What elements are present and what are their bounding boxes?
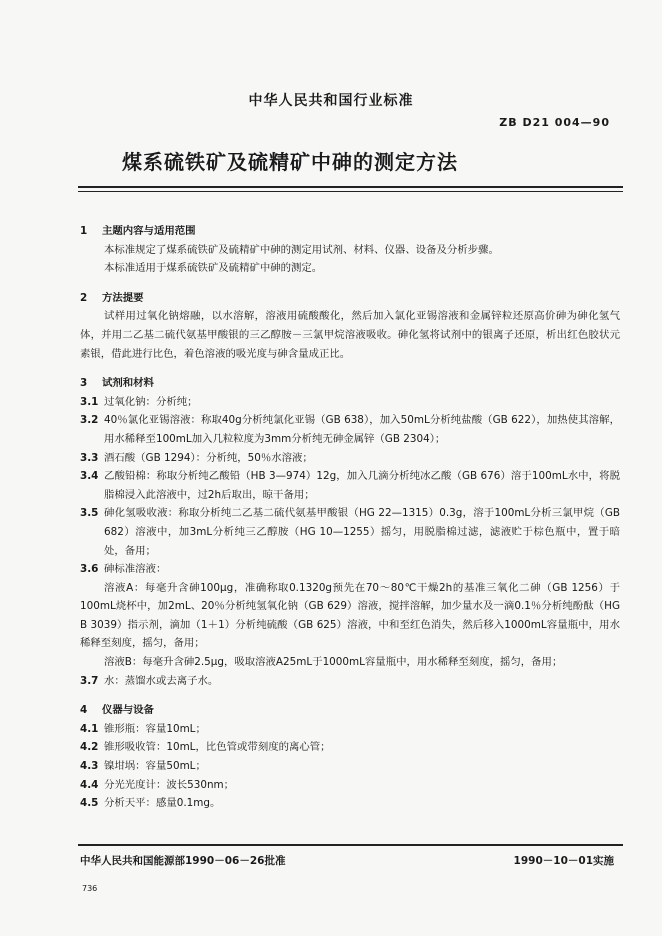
- section-number: 2: [80, 291, 88, 304]
- approval-line: 中华人民共和国能源部1990－06－26批准: [80, 855, 286, 867]
- item-number: 3.4: [80, 470, 99, 483]
- solution-a-paragraph: 溶液A：每毫升含砷100μg，准确称取0.1320g预先在70～80℃干燥2h的基准三氧化二砷（GB 1256）于100mL烧杯中，加2mL、20％分析纯氢氧化钠（GB 629）溶液，搅拌溶解，加少量水及一滴0.1％分析纯酚酞（HG B 3039）指示剂，滴加（1＋1）分析纯硫酸（GB 625）溶液，中和至红色消失，然后移入1000mL容量瓶中，用水稀释至刻度，摇匀，备用；: [80, 581, 620, 650]
- section-number: 1: [80, 225, 88, 237]
- item-number: 3.7: [80, 674, 99, 687]
- section-title: 主题内容与适用范围: [102, 225, 196, 237]
- item-number: 3.3: [80, 451, 99, 464]
- item-number: 3.6: [80, 563, 99, 576]
- item-text: 镍坩埚：容量50mL；: [104, 760, 206, 773]
- item-number: 3.1: [80, 395, 99, 408]
- section-title: 仪器与设备: [102, 704, 154, 717]
- top-rule-1: [78, 186, 623, 188]
- list-item: [80, 560, 620, 579]
- item-text: 过氧化钠：分析纯；: [104, 395, 198, 408]
- document-body: [80, 218, 620, 813]
- paragraph: 本标准规定了煤系硫铁矿及硫精矿中砷的测定用试剂、材料、仪器、设备及分析步骤。: [104, 243, 499, 256]
- item-text: 分析天平：感量0.1mg。: [104, 797, 221, 810]
- item-text: 酒石酸（GB 1294）：分析纯，50％水溶液；: [104, 451, 313, 464]
- section-title: 试剂和材料: [102, 377, 154, 390]
- list-item: [80, 672, 620, 691]
- item-text: 40％氯化亚锡溶液：称取40g分析纯氯化亚锡（GB 638），加入50mL分析纯盐酸（GB 622），加热使其溶解，用水稀释至100mL加入几粒粒度为3mm分析纯无砷金属锌（GB 2304）；: [104, 414, 620, 445]
- paragraph: 试样用过氧化钠熔融，以水溶解，溶液用硫酸酸化，然后加入氯化亚锡溶液和金属锌粒还原高价砷为砷化氢气体，并用二乙基二硫代氨基甲酸银的三乙醇胺－三氯甲烷溶液吸收。砷化氢将试剂中的银离子还原，析出红色胶状元素银，借此进行比色，着色溶液的吸光度与砷含量成正比。: [80, 310, 620, 360]
- list-item: [80, 738, 620, 757]
- section-2-heading: [80, 289, 620, 308]
- item-text: 砷化氢吸收液：称取分析纯二乙基二硫代氨基甲酸银（HG 22—1315）0.3g，溶于100mL分析三氯甲烷（GB 682）溶液中，加3mL分析纯三乙醇胺（HG 10—1255）摇匀，用脱脂棉过滤，滤液贮于棕色瓶中，置于暗处，备用；: [104, 507, 620, 557]
- item-text: 锥形吸收管：10mL，比色管或带刻度的离心管；: [104, 741, 331, 754]
- item-number: 4.3: [80, 760, 99, 773]
- section-3-heading: [80, 374, 620, 393]
- list-item: [80, 757, 620, 776]
- document-title: 煤系硫铁矿及硫精矿中砷的测定方法: [122, 150, 458, 174]
- item-number: 3.2: [80, 414, 99, 427]
- implementation-date: 1990－10－01实施: [513, 855, 614, 867]
- section-title: 方法提要: [102, 291, 144, 304]
- item-number: 3.5: [80, 507, 99, 520]
- list-item: [80, 720, 620, 739]
- item-text: 分光光度计：波长530nm；: [104, 778, 235, 791]
- item-text: 锥形瓶：容量10mL；: [104, 722, 206, 735]
- section-1-heading: [80, 222, 620, 241]
- list-item: [80, 794, 620, 813]
- bottom-rule: [78, 844, 623, 846]
- list-item: [80, 393, 620, 412]
- standard-code: ZB D21 004—90: [499, 116, 610, 129]
- item-number: 4.2: [80, 741, 99, 754]
- list-item: [80, 411, 620, 448]
- page-number: 736: [82, 884, 98, 893]
- list-item: [80, 467, 620, 504]
- list-item: [80, 776, 620, 795]
- item-text: 乙酸铅棉：称取分析纯乙酸铅（HB 3—974）12g，加入几滴分析纯冰乙酸（GB 676）溶于100mL水中，将脱脂棉浸入此溶液中，过2h后取出，晾干备用；: [104, 470, 620, 501]
- standard-org-header: 中华人民共和国行业标准: [248, 93, 414, 109]
- paragraph: 本标准适用于煤系硫铁矿及硫精矿中砷的测定。: [104, 262, 323, 275]
- item-number: 4.4: [80, 778, 99, 791]
- solution-b-paragraph: 溶液B：每毫升含砷2.5μg，吸取溶液A25mL于1000mL容量瓶中，用水稀释至刻度，摇匀，备用；: [104, 656, 563, 669]
- item-number: 4.5: [80, 797, 99, 810]
- item-number: 4.1: [80, 722, 99, 735]
- section-number: 4: [80, 704, 88, 717]
- section-number: 3: [80, 377, 88, 390]
- item-text: 砷标准溶液：: [104, 563, 167, 576]
- item-text: 水：蒸馏水或去离子水。: [104, 674, 219, 687]
- section-4-heading: [80, 701, 620, 720]
- top-rule-2: [78, 191, 623, 192]
- list-item: [80, 449, 620, 468]
- list-item: [80, 504, 620, 560]
